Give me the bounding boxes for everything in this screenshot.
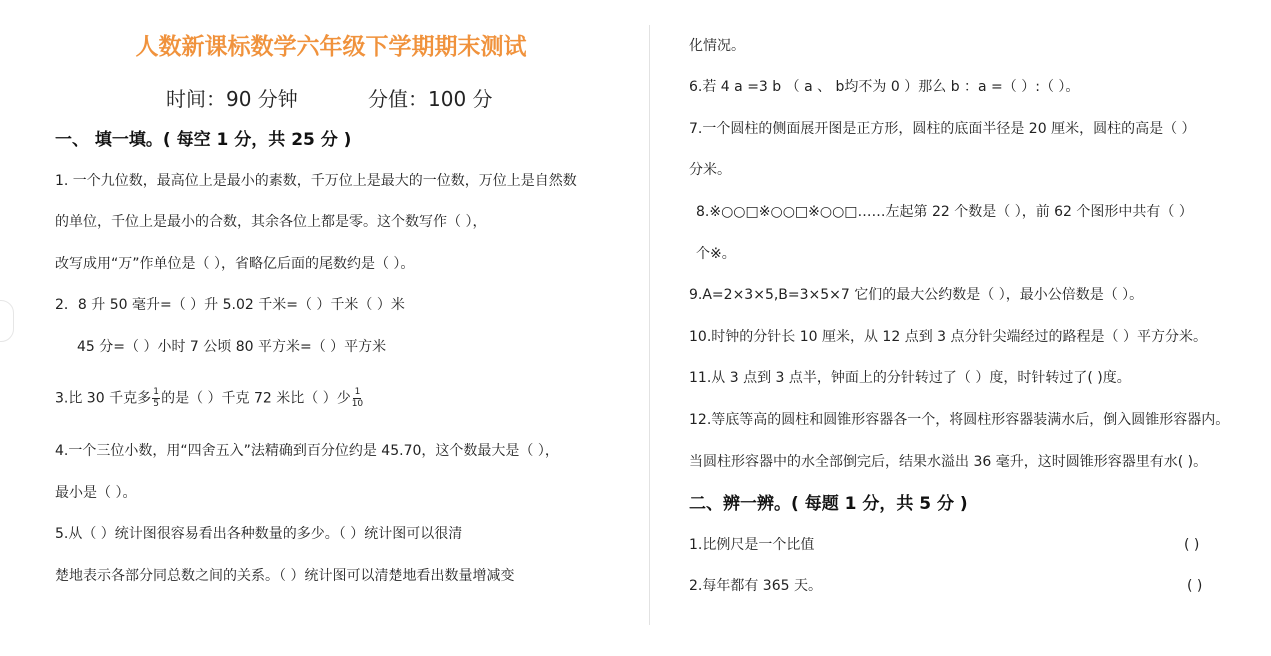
question-3-part-b: 的是（ ）千克 72 米比（ ）少 [161,390,351,407]
question-2-line-2: 45 分=（ ）小时 7 公顷 80 平方米=（ ）平方米 [77,339,387,355]
fraction-one-tenth [352,388,363,409]
fraction-denominator: 5 [153,399,159,409]
question-1-line-1: 1. 一个九位数，最高位上是最小的素数，千万位上是最大的一位数，万位上是自然数 [55,173,577,189]
fraction-numerator: 1 [153,387,159,397]
question-11: 11.从 3 点到 3 点半，钟面上的分针转过了（ ）度，时针转过了( )度。 [689,370,1131,386]
fraction-one-fifth [152,388,160,409]
question-12-line-1: 12.等底等高的圆柱和圆锥形容器各一个，将圆柱形容器装满水后，倒入圆锥形容器内。 [689,412,1230,428]
column-divider [649,25,650,625]
section2-heading: 二、辨一辨。( 每题 1 分，共 5 分 ) [689,494,968,514]
question-7-line-1: 7.一个圆柱的侧面展开图是正方形，圆柱的底面半径是 20 厘米，圆柱的高是（ ） [689,121,1196,137]
question-7-line-2: 分米。 [689,162,731,178]
question-8-line-1: 8.※○○□※○○□※○○□……左起第 22 个数是（ ），前 62 个图形中共有（ ） [696,204,1193,220]
time-label: 时间：90 分钟 [166,87,298,111]
question-12-line-2: 当圆柱形容器中的水全部倒完后，结果水溢出 36 毫升，这时圆锥形容器里有水( )。 [689,454,1208,470]
question-5-line-2: 楚地表示各部分同总数之间的关系。（ ）统计图可以清楚地看出数量增减变 [55,568,515,584]
question-2-line-1: 2．8 升 50 毫升=（ ）升 5.02 千米=（ ）千米（ ）米 [55,297,405,313]
judge-question-1: 1.比例尺是一个比值 [689,537,815,553]
page-edge-handle [0,300,14,342]
question-3 [55,388,364,409]
question-4-line-1: 4.一个三位小数，用“四舍五入”法精确到百分位约是 45.70，这个数最大是（ ）， [55,443,559,459]
exam-title: 人数新课标数学六年级下学期期末测试 [135,34,527,60]
question-10: 10.时钟的分针长 10 厘米，从 12 点到 3 点分针尖端经过的路程是（ ）平方分米。 [689,329,1207,345]
section1-heading: 一、 填一填。( 每空 1 分，共 25 分 ) [55,130,352,150]
question-8-line-2: 个※。 [696,246,736,262]
judge-answer-box-2: ( ) [1187,578,1203,594]
question-3-part-a: 3.比 30 千克多 [55,390,152,407]
question-9: 9.A=2×3×5,B=3×5×7 它们的最大公约数是（ ），最小公倍数是（ ）。 [689,287,1144,303]
question-6: 6.若 4 a =3 b （ a 、 b均不为 0 ）那么 b ：a =（ ）:（ ）。 [689,79,1080,95]
question-1-line-3: 改写成用“万”作单位是（ ），省略亿后面的尾数约是（ ）。 [55,256,415,272]
question-1-line-2: 的单位，千位上是最小的合数，其余各位上都是零。这个数写作（ ）， [55,214,487,230]
fraction-denominator: 10 [351,399,364,409]
question-5-line-3: 化情况。 [689,38,745,54]
judge-answer-box-1: ( ) [1184,537,1200,553]
question-5-line-1: 5.从（ ）统计图很容易看出各种数量的多少。（ ）统计图可以很清 [55,526,463,542]
question-4-line-2: 最小是（ ）。 [55,485,137,501]
judge-question-2: 2.每年都有 365 天。 [689,578,822,594]
fraction-numerator: 1 [354,387,361,397]
score-label: 分值：100 分 [368,87,493,111]
